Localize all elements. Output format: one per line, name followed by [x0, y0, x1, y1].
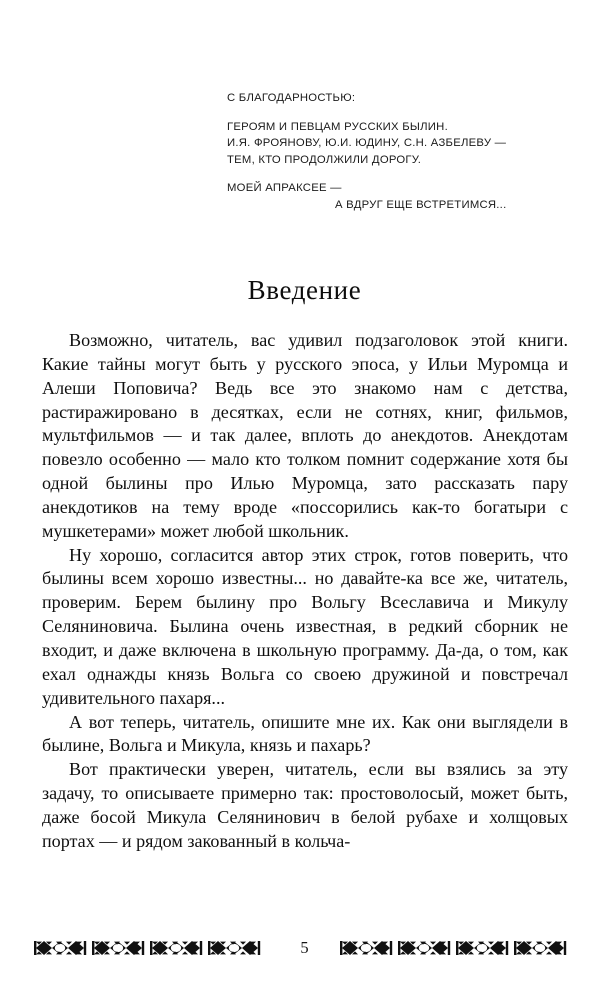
dedication-personal-line: МОЕЙ АПРАКСЕЕ —	[227, 182, 342, 194]
dedication-recipient-line: ГЕРОЯМ И ПЕВЦАМ РУССКИХ БЫЛИН.	[227, 120, 448, 133]
dedication-recipient-line: И.Я. ФРОЯНОВУ, Ю.И. ЮДИНУ, С.Н. АЗБЕЛЕВУ —	[227, 137, 507, 149]
dedication-heading-group	[227, 90, 577, 107]
page-footer	[0, 933, 609, 963]
chapter-title: Введение	[247, 275, 362, 305]
interlaced-knot-band-icon	[340, 940, 576, 956]
body-paragraph: Ну хорошо, согласится автор этих строк, готов поверить, что былины всем хорошо известны... но давайте-ка все же, читатель, проверим. Берем былину про Вольгу Всеславича и Микулу Селяниновича. Былина очень известная, в редкий сборник не входит, и даже включена в школьную программу. Да-да, о том, как ехал однажды князь Вольга со своею дружиной и повстречал удивительного пахаря...	[42, 544, 568, 708]
dedication-recipient-line: ТЕМ, КТО ПРОДОЛЖИЛИ ДОРОГУ.	[227, 153, 422, 166]
interlaced-knot-band-icon	[34, 940, 270, 956]
dedication-personal-group	[227, 180, 577, 213]
body-paragraph: А вот теперь, читатель, опишите мне их. Как они выглядели в былине, Вольга и Микула, князь и пахарь?	[42, 711, 568, 756]
dedication-recipients-group	[227, 119, 577, 169]
body-paragraph: Вот практически уверен, читатель, если вы взялись за эту задачу, то описываете примерно так: простоволосый, может быть, даже босой Микула Селянинович в белой рубахе и холщовых портах — и рядом закованный в кольча-	[42, 759, 568, 851]
dedication-block	[227, 90, 577, 213]
dedication-heading: С БЛАГОДАРНОСТЬЮ:	[227, 92, 356, 104]
page-number: 5	[300, 937, 309, 957]
body-text	[42, 329, 568, 854]
dedication-closing-line: А ВДРУГ ЕЩЕ ВСТРЕТИМСЯ...	[335, 198, 507, 211]
body-paragraph: Возможно, читатель, вас удивил подзаголовок этой книги. Какие тайны могут быть у русского эпоса, у Ильи Муромца и Алеши Поповича? Ведь все это знакомо нам с детства, растиражировано в десятках, если не сотнях, книг, фильмов, мультфильмов — и так далее, вплоть до анекдотов. Анекдотам повезло особенно — мало кто толком помнит содержание хотя бы одной былины про Илью Муромца, зато рассказать пару анекдотиков на тему вроде «поссорились как-то богатыри с мушкетерами» может любой школьник.	[42, 330, 568, 541]
